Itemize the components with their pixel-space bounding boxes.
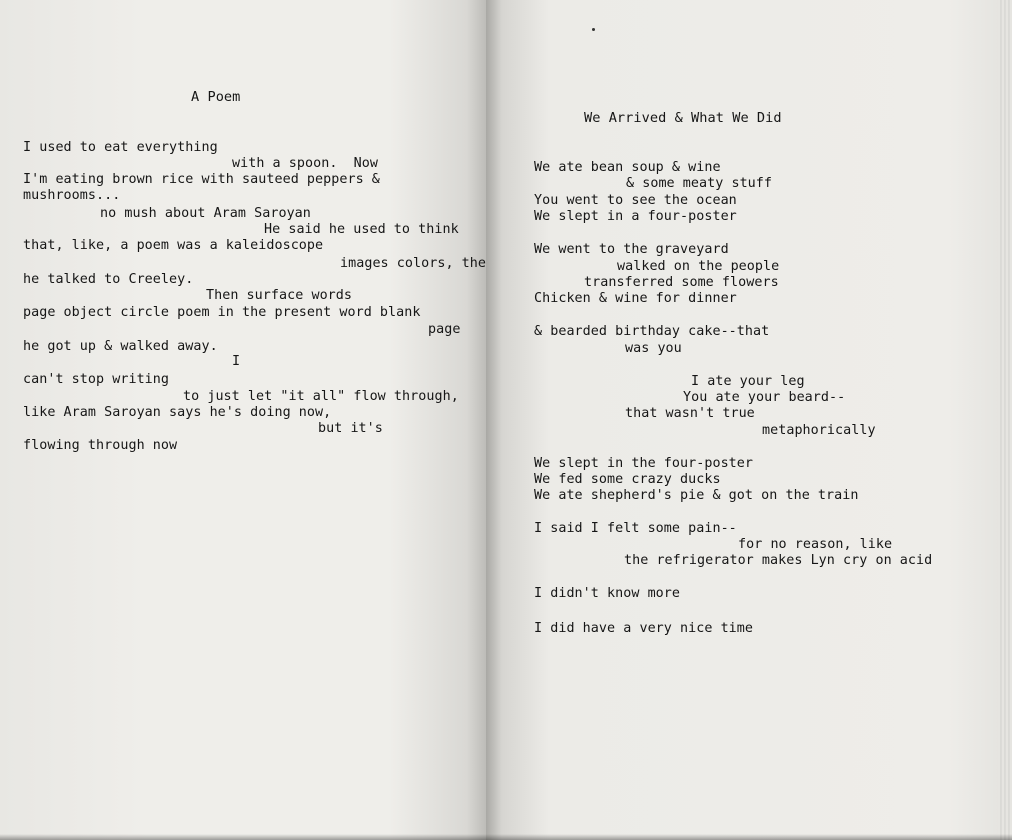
poem-line: that wasn't true — [625, 406, 755, 421]
poem-line: he got up & walked away. — [23, 339, 218, 354]
poem-line: We slept in the four-poster — [534, 456, 754, 471]
poem-line: Then surface words — [206, 288, 353, 303]
poem-line: I used to eat everything — [23, 140, 218, 155]
poem-line: I'm eating brown rice with sauteed peppers & — [23, 172, 380, 187]
poem-line: I said I felt some pain-- — [534, 521, 737, 536]
poem-line: that, like, a poem was a kaleidoscope — [23, 238, 324, 253]
poem-line: Chicken & wine for dinner — [534, 291, 737, 306]
poem-line: We ate shepherd's pie & got on the train — [534, 488, 859, 503]
poem-line: We slept in a four-poster — [534, 209, 737, 224]
poem-line: We fed some crazy ducks — [534, 472, 721, 487]
poem-line: for no reason, like — [738, 537, 893, 552]
poem-line: page object circle poem in the present word blank — [23, 305, 421, 320]
right-page — [486, 0, 1012, 840]
page-edges — [998, 0, 1012, 840]
poem-line: the refrigerator makes Lyn cry on acid — [624, 553, 933, 568]
bottom-shadow — [0, 834, 1012, 840]
poem-line: & bearded birthday cake--that — [534, 324, 770, 339]
poem-line: can't stop writing — [23, 372, 170, 387]
poem-title-left: A Poem — [191, 89, 241, 105]
poem-line: He said he used to think — [264, 222, 459, 237]
poem-line: was you — [625, 341, 682, 356]
poem-line: images colors, the — [340, 256, 486, 271]
poem-line: with a spoon. Now — [232, 156, 379, 171]
poem-line: I didn't know more — [534, 586, 681, 601]
poem-line: We went to the graveyard — [534, 242, 729, 257]
poem-title-right: We Arrived & What We Did — [584, 110, 782, 126]
left-page — [0, 0, 486, 840]
poem-line: We ate bean soup & wine — [534, 160, 721, 175]
poem-line: he talked to Creeley. — [23, 272, 194, 287]
ink-speck — [592, 28, 595, 31]
poem-line: I — [232, 354, 241, 369]
poem-line: & some meaty stuff — [626, 176, 773, 191]
poem-line: flowing through now — [23, 438, 178, 453]
poem-line: no mush about Aram Saroyan — [100, 206, 311, 221]
poem-line: You went to see the ocean — [534, 193, 737, 208]
poem-line: You ate your beard-- — [683, 390, 846, 405]
poem-line: like Aram Saroyan says he's doing now, — [23, 405, 332, 420]
poem-line: I ate your leg — [691, 374, 805, 389]
poem-line: but it's — [318, 421, 383, 436]
poem-line: I did have a very nice time — [534, 621, 754, 636]
poem-line: page — [428, 322, 461, 337]
poem-line: to just let "it all" flow through, — [183, 389, 459, 404]
poem-line: walked on the people — [617, 259, 780, 274]
poem-line: mushrooms... — [23, 188, 121, 203]
poem-line: transferred some flowers — [584, 275, 779, 290]
poem-line: metaphorically — [762, 423, 876, 438]
